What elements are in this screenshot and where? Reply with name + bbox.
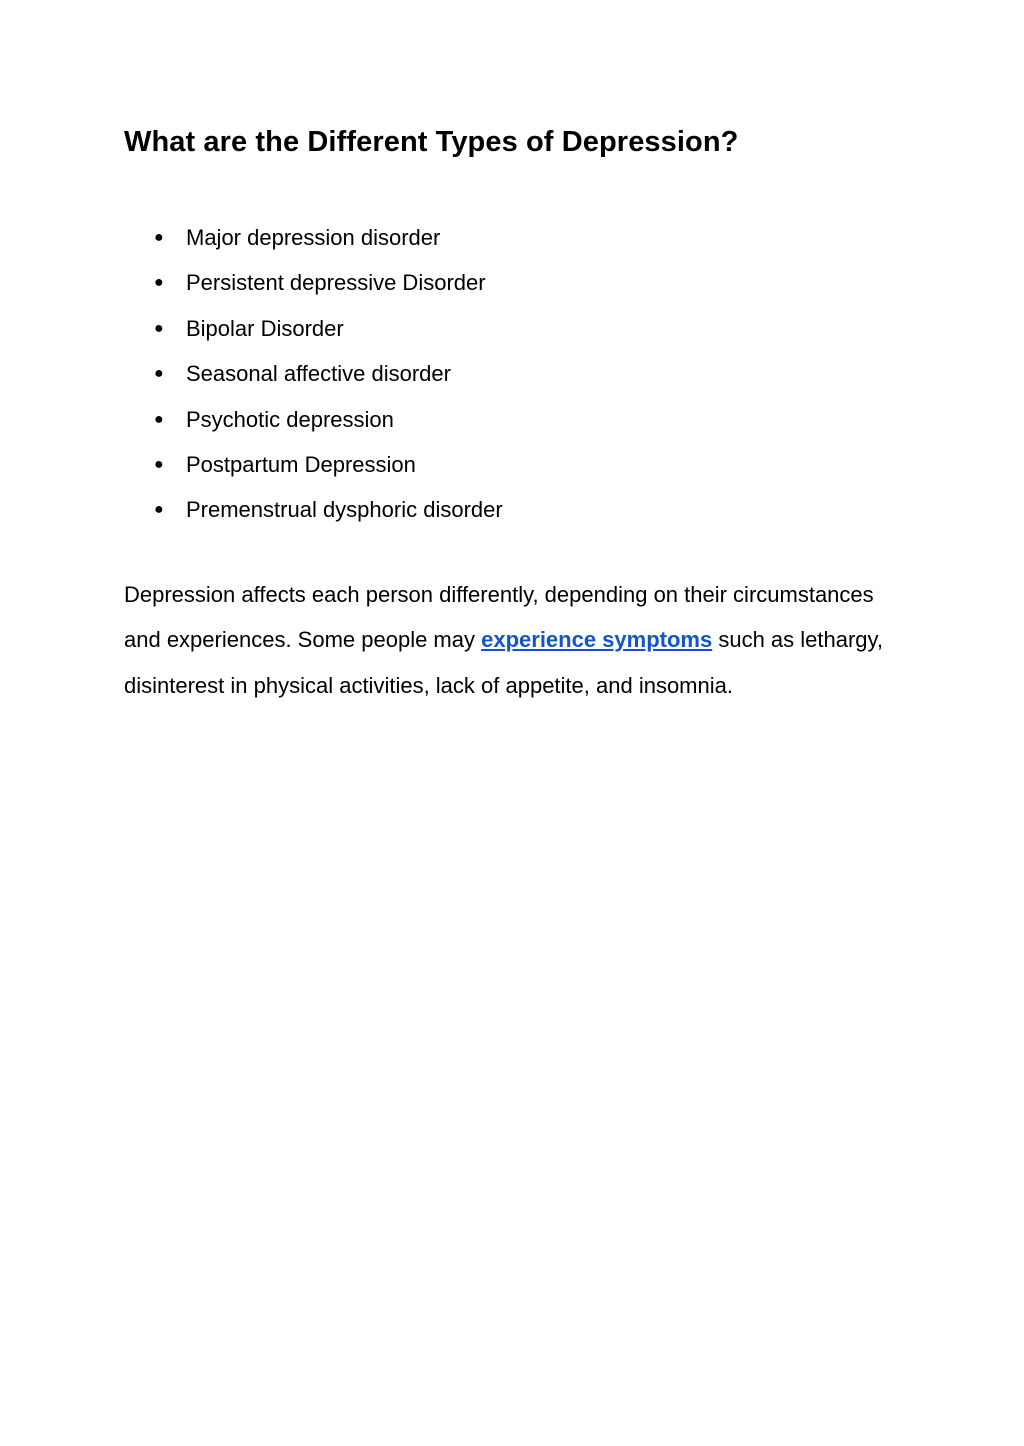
list-item	[150, 397, 503, 442]
list-item-text: Premenstrual dysphoric disorder	[186, 497, 503, 523]
list-item	[150, 442, 503, 487]
bullet-icon: ●	[154, 455, 164, 473]
paragraph-text-after: such as lethargy, disinterest in physical activities, lack of appetite, and insomnia.	[124, 627, 884, 698]
experience-symptoms-link[interactable]: experience symptoms	[481, 627, 713, 653]
bullet-icon: ●	[154, 410, 164, 428]
bullet-icon: ●	[154, 229, 164, 246]
list-item-text: Major depression disorder	[186, 225, 441, 250]
list-item	[150, 306, 503, 351]
list-item	[150, 351, 503, 396]
paragraph-text-before: Depression affects each person differently, depending on their circumstances and experiences. Some people may	[124, 582, 874, 653]
list-item-text: Psychotic depression	[186, 406, 394, 432]
list-item	[150, 215, 503, 260]
bullet-icon: ●	[154, 274, 164, 292]
bullet-icon: ●	[154, 501, 164, 519]
list-item	[150, 487, 503, 532]
body-paragraph	[124, 572, 914, 708]
bullet-icon: ●	[154, 365, 164, 383]
list-item	[150, 260, 503, 305]
list-item-text: Seasonal affective disorder	[186, 361, 451, 387]
depression-types-list	[150, 215, 503, 533]
bullet-icon: ●	[154, 319, 164, 337]
list-item-text: Postpartum Depression	[186, 451, 416, 477]
list-item-text: Bipolar Disorder	[186, 315, 344, 341]
page-title: What are the Different Types of Depression?	[124, 126, 739, 158]
list-item-text: Persistent depressive Disorder	[186, 270, 486, 296]
